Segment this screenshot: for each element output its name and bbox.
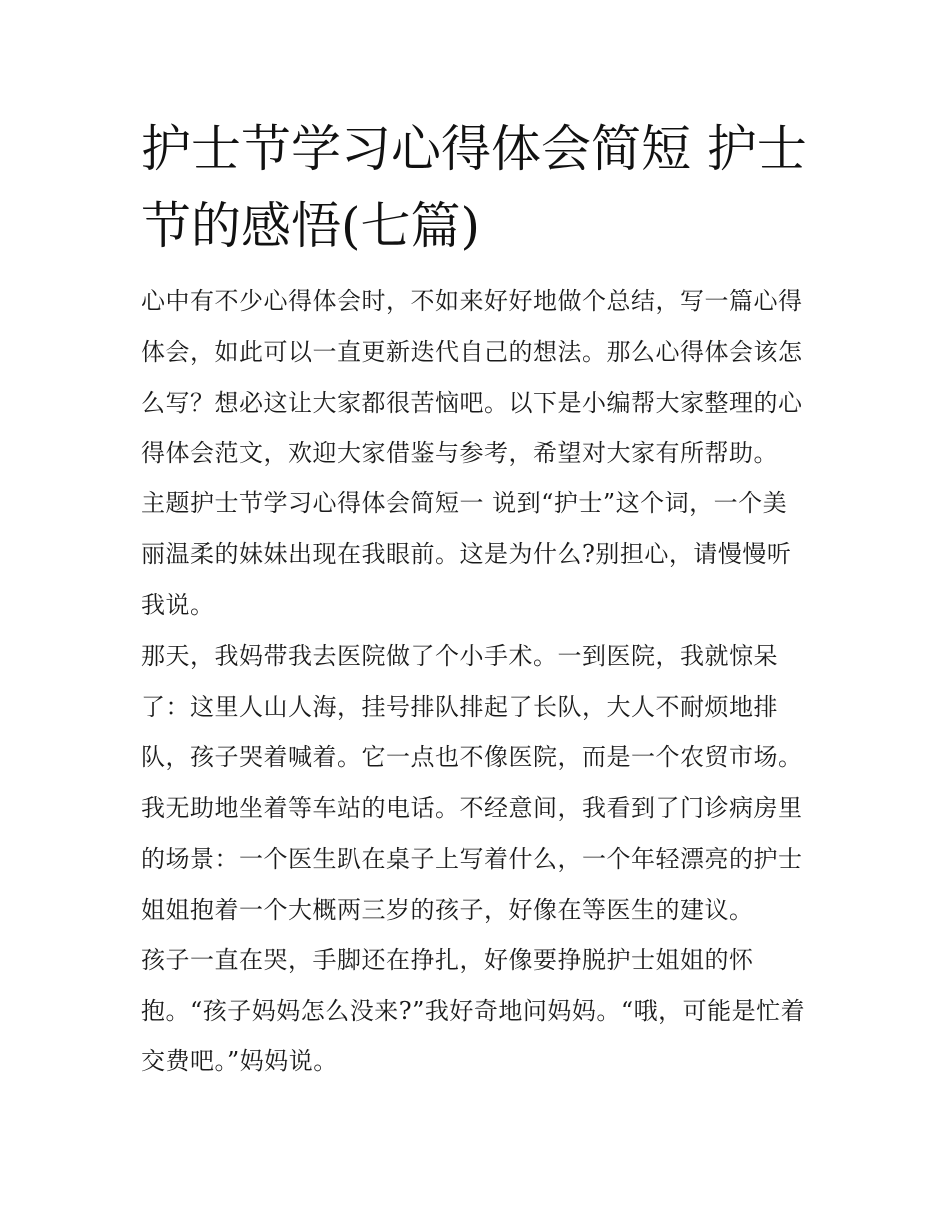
document-title-line-1: 护士节学习心得体会简短 护士 (141, 120, 807, 178)
paragraph-line: 我说。 (141, 591, 215, 619)
paragraph-line: 队，孩子哭着喊着。它一点也不像医院，而是一个农贸市场。 (141, 743, 803, 771)
paragraph-line: 得体会范文，欢迎大家借鉴与参考，希望对大家有所帮助。 (141, 439, 778, 467)
paragraph-line: 丽温柔的妹妹出现在我眼前。这是为什么?别担心，请慢慢听 (141, 540, 792, 568)
paragraph-line: 抱。“孩子妈妈怎么没来?”我好奇地问妈妈。“哦，可能是忙着 (141, 997, 806, 1025)
paragraph-line: 主题护士节学习心得体会简短一 说到“护士”这个词，一个美 (141, 489, 788, 517)
paragraph-line: 体会，如此可以一直更新迭代自己的想法。那么心得体会该怎 (141, 338, 803, 366)
paragraph-line: 心中有不少心得体会时，不如来好好地做个总结，写一篇心得 (141, 287, 803, 315)
paragraph-line: 了：这里人山人海，挂号排队排起了长队，大人不耐烦地排 (141, 693, 778, 721)
paragraph-line: 姐姐抱着一个大概两三岁的孩子，好像在等医生的建议。 (141, 896, 754, 924)
document-title-line-2: 节的感悟(七篇) (141, 197, 481, 255)
paragraph-line: 那天，我妈带我去医院做了个小手术。一到医院，我就惊呆 (141, 642, 778, 670)
paragraph-line: 孩子一直在哭，手脚还在挣扎，好像要挣脱护士姐姐的怀 (141, 946, 754, 974)
paragraph-line: 我无助地坐着等车站的电话。不经意间，我看到了门诊病房里 (141, 794, 803, 822)
paragraph-line: 交费吧。”妈妈说。 (141, 1047, 338, 1075)
paragraph-line: 的场景：一个医生趴在桌子上写着什么，一个年轻漂亮的护士 (141, 845, 803, 873)
paragraph-line: 么写？想必这让大家都很苦恼吧。以下是小编帮大家整理的心 (141, 389, 803, 417)
